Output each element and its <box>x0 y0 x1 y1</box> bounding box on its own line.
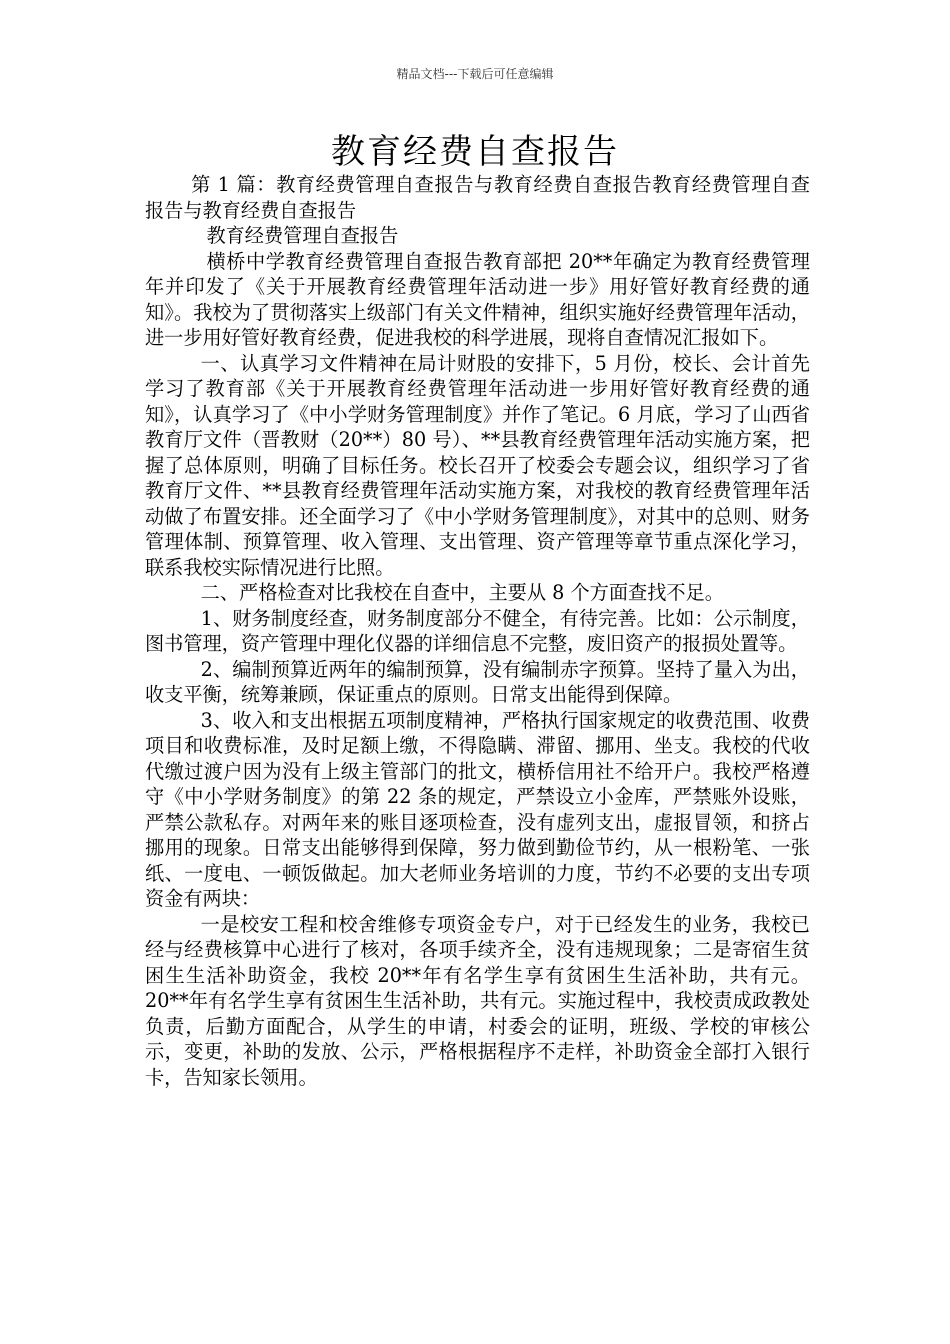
paragraph-item-one: 1、财务制度经查，财务制度部分不健全，有待完善。比如：公示制度，图书管理，资产管理中理化仪器的详细信息不完整，废旧资产的报损处置等。 <box>145 606 810 655</box>
paragraph-section-one: 一、认真学习文件精神在局计财股的安排下，5 月份，校长、会计首先学习了教育部《关于开展教育经费管理年活动进一步用好管好教育经费的通知》，认真学习了《中小学财务管理制度》并作了笔记。6 月底，学习了山西省教育厅文件（晋教财（20**）80 号）、**县教育经费管理年活动实施方案，把握了总体原则，明确了目标任务。校长召开了校委会专题会议，组织学习了省教育厅文件、**县教育经费管理年活动实施方案，对我校的教育经费管理年活动做了布置安排。还全面学习了《中小学财务管理制度》，对其中的总则、财务管理体制、预算管理、收入管理、支出管理、资产管理等章节重点深化学习，联系我校实际情况进行比照。 <box>145 351 810 579</box>
header-note: 精品文档---下载后可任意编辑 <box>396 67 554 81</box>
paragraph-subheading: 教育经费管理自查报告 <box>206 224 399 247</box>
paragraph-item-three: 3、收入和支出根据五项制度精神，严格执行国家规定的收费范围、收费项目和收费标准，及时足额上缴，不得隐瞒、滞留、挪用、坐支。我校的代收代缴过渡户因为没有上级主管部门的批文，横桥信用社不给开户。我校严格遵守《中小学财务制度》的第 22 条的规定，严禁设立小金库，严禁账外设账，严禁公款私存。对两年来的账目逐项检查，没有虚列支出，虚报冒领，和挤占挪用的现象。日常支出能够得到保障，努力做到勤俭节约，从一根粉笔、一张纸、一度电、一顿饭做起。加大老师业务培训的力度，节约不必要的支出专项资金有两块： <box>145 708 810 910</box>
paragraph-special-funds: 一是校安工程和校舍维修专项资金专户，对于已经发生的业务，我校已经与经费核算中心进行了核对，各项手续齐全，没有违规现象；二是寄宿生贫困生生活补助资金，我校 20**年有名学生享有贫困生生活补助，共有元。20**年有名学生享有贫困生生活补助，共有元。实施过程中，我校责成政教处负责，后勤方面配合，从学生的申请，村委会的证明，班级、学校的审核公示，变更，补助的发放、公示，严格根据程序不走样，补助资金全部打入银行卡，告知家长领用。 <box>145 912 810 1089</box>
paragraph-intro: 横桥中学教育经费管理自查报告教育部把 20**年确定为教育经费管理年并印发了《关于开展教育经费管理年活动进一步》用好管好教育经费的通知》。我校为了贯彻落实上级部门有关文件精神，组织实施好经费管理年活动，进一步用好管好教育经费，促进我校的科学进展，现将自查情况汇报如下。 <box>145 249 810 349</box>
paragraph-item-two: 2、编制预算近两年的编制预算，没有编制赤字预算。坚持了量入为出，收支平衡，统筹兼顾，保证重点的原则。日常支出能得到保障。 <box>145 657 810 706</box>
paragraph-section-two: 二、严格检查对比我校在自查中，主要从 8 个方面查找不足。 <box>200 581 724 604</box>
paragraph-chapter-heading: 第 1 篇：教育经费管理自查报告与教育经费自查报告教育经费管理自查报告与教育经费自查报告 <box>145 173 810 222</box>
document-body <box>145 172 810 1090</box>
document-title: 教育经费自查报告 <box>331 132 619 172</box>
